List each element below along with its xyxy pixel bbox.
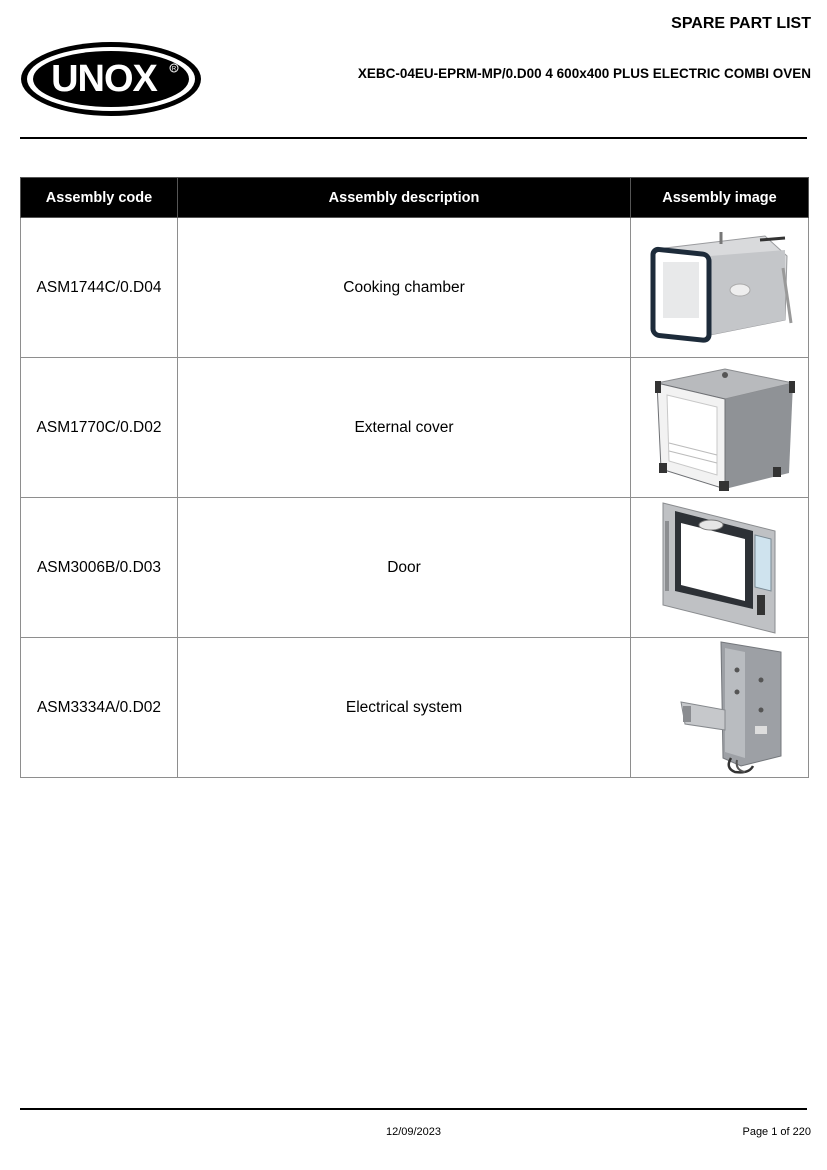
electrical-system-image [645,640,795,776]
document-type-title: SPARE PART LIST [671,15,811,32]
assembly-description: Cooking chamber [178,218,631,358]
external-cover-image [645,363,795,493]
assembly-image-cell [631,358,809,498]
unox-logo [18,39,204,119]
assembly-table [20,177,809,778]
table-row [21,638,809,778]
cooking-chamber-image [645,228,795,348]
assembly-description: External cover [178,358,631,498]
model-title: XEBC-04EU-EPRM-MP/0.D00 4 600x400 PLUS ELECTRIC COMBI OVEN [357,66,811,81]
svg-text:UNOX: UNOX [51,58,157,100]
assembly-code: ASM1744C/0.D04 [21,218,178,358]
table-row [21,498,809,638]
assembly-description: Door [178,498,631,638]
assembly-description: Electrical system [178,638,631,778]
column-header-image: Assembly image [631,178,809,218]
assembly-image-cell [631,498,809,638]
column-header-code: Assembly code [21,178,178,218]
assembly-image-cell [631,638,809,778]
assembly-image-cell [631,218,809,358]
svg-text:R: R [171,66,177,73]
assembly-code: ASM3006B/0.D03 [21,498,178,638]
table-header-row [21,178,809,218]
column-header-description: Assembly description [178,178,631,218]
assembly-code: ASM1770C/0.D02 [21,358,178,498]
assembly-code: ASM3334A/0.D02 [21,638,178,778]
table-row [21,358,809,498]
footer-date: 12/09/2023 [385,1126,442,1138]
footer-divider [20,1108,807,1110]
table-row [21,218,809,358]
page-number: Page 1 of 220 [742,1126,811,1138]
door-image [645,501,795,635]
header-divider [20,137,807,139]
